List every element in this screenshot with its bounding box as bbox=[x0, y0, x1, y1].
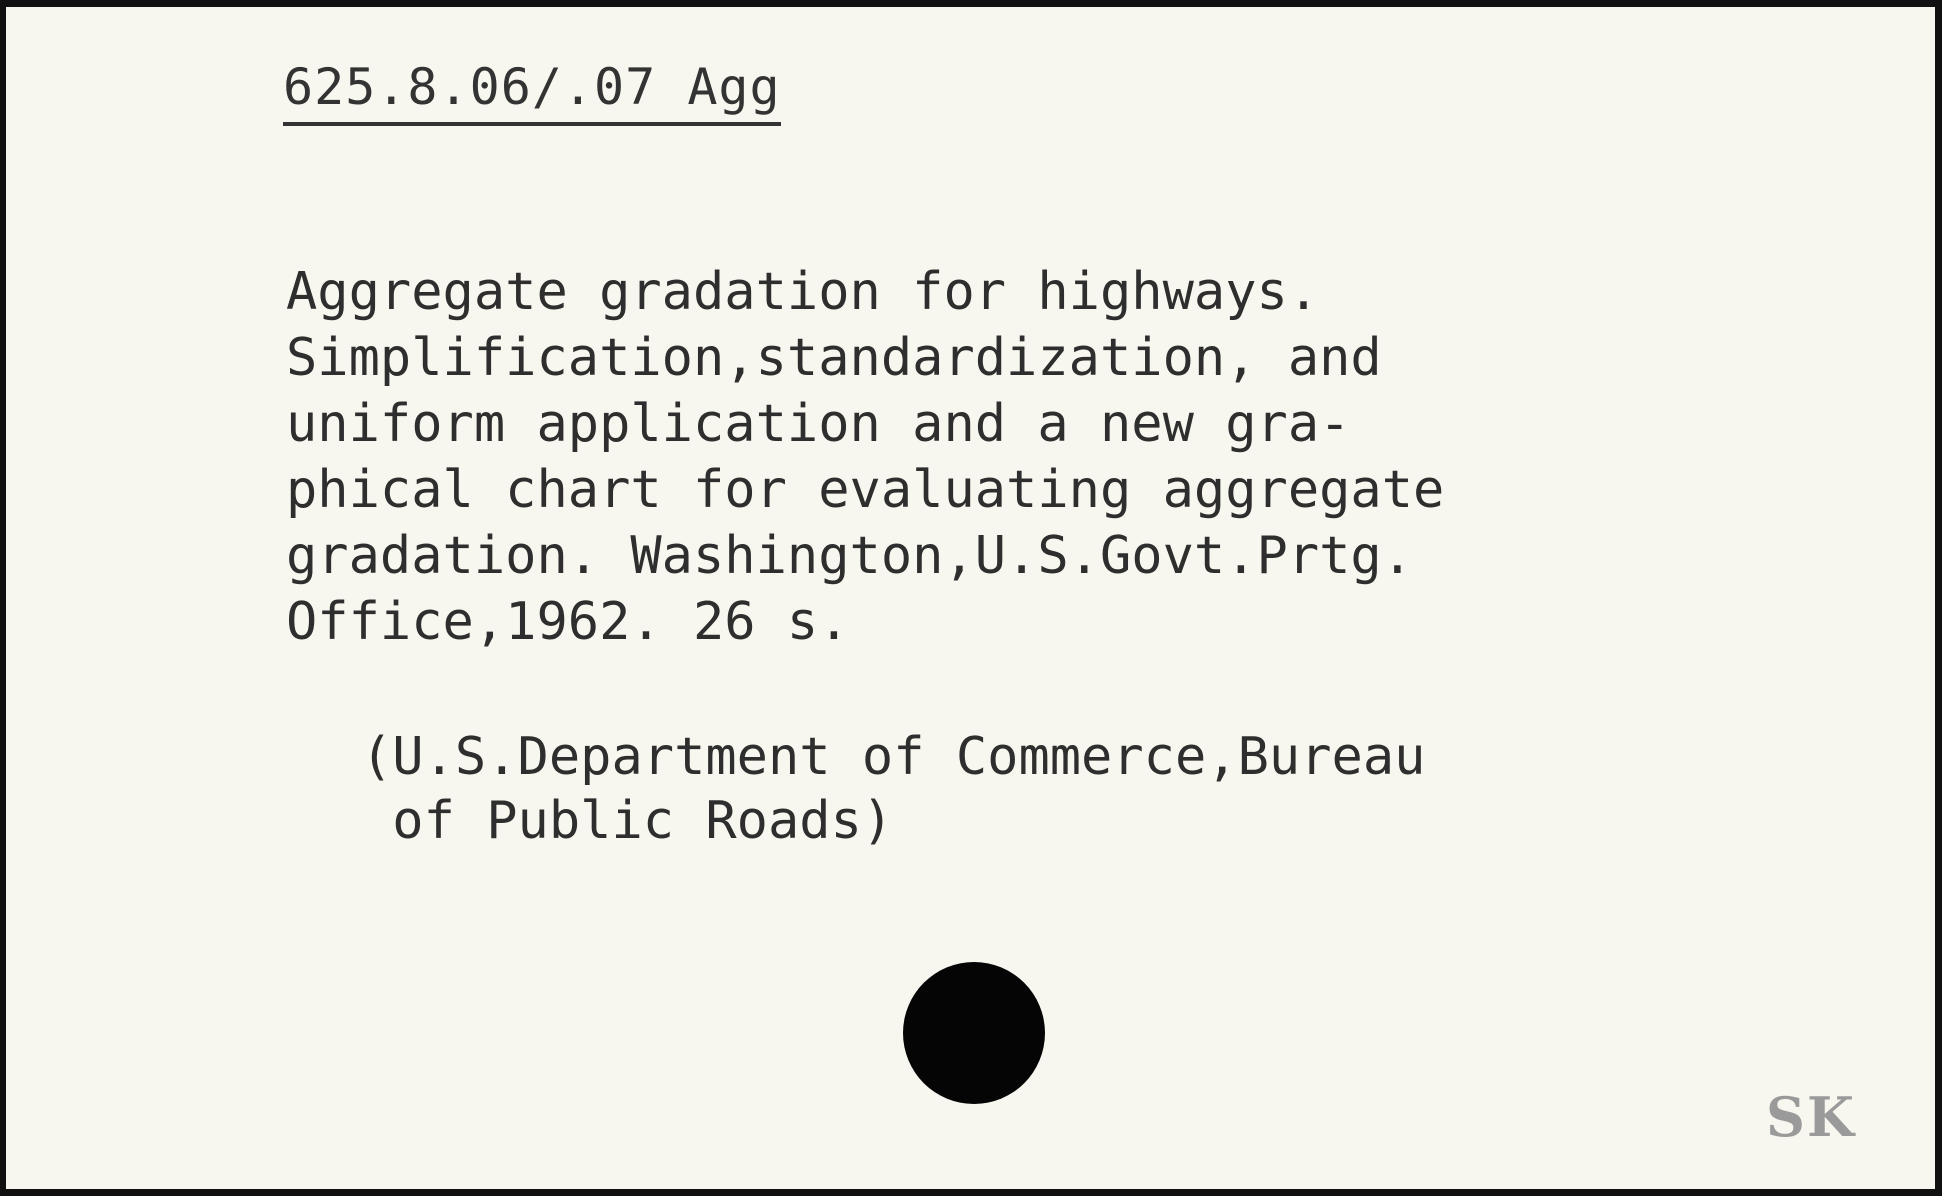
description-line: Office,1962. 26 s. bbox=[286, 592, 850, 652]
description-line: Simplification,standardization, and bbox=[286, 328, 1382, 388]
cataloger-initials: SK bbox=[1766, 1085, 1856, 1149]
description-line: gradation. Washington,U.S.Govt.Prtg. bbox=[286, 526, 1414, 586]
series-line: (U.S.Department of Commerce,Bureau bbox=[361, 727, 1426, 787]
punch-hole bbox=[903, 962, 1045, 1104]
description bbox=[286, 259, 1444, 655]
description-line: Aggregate gradation for highways. bbox=[286, 262, 1320, 322]
call-number: 625.8.06/.07 Agg bbox=[283, 52, 781, 126]
description-line: uniform application and a new gra- bbox=[286, 394, 1351, 454]
series-line: of Public Roads) bbox=[361, 791, 894, 851]
series-note bbox=[361, 725, 1425, 853]
description-line: phical chart for evaluating aggregate bbox=[286, 460, 1445, 520]
